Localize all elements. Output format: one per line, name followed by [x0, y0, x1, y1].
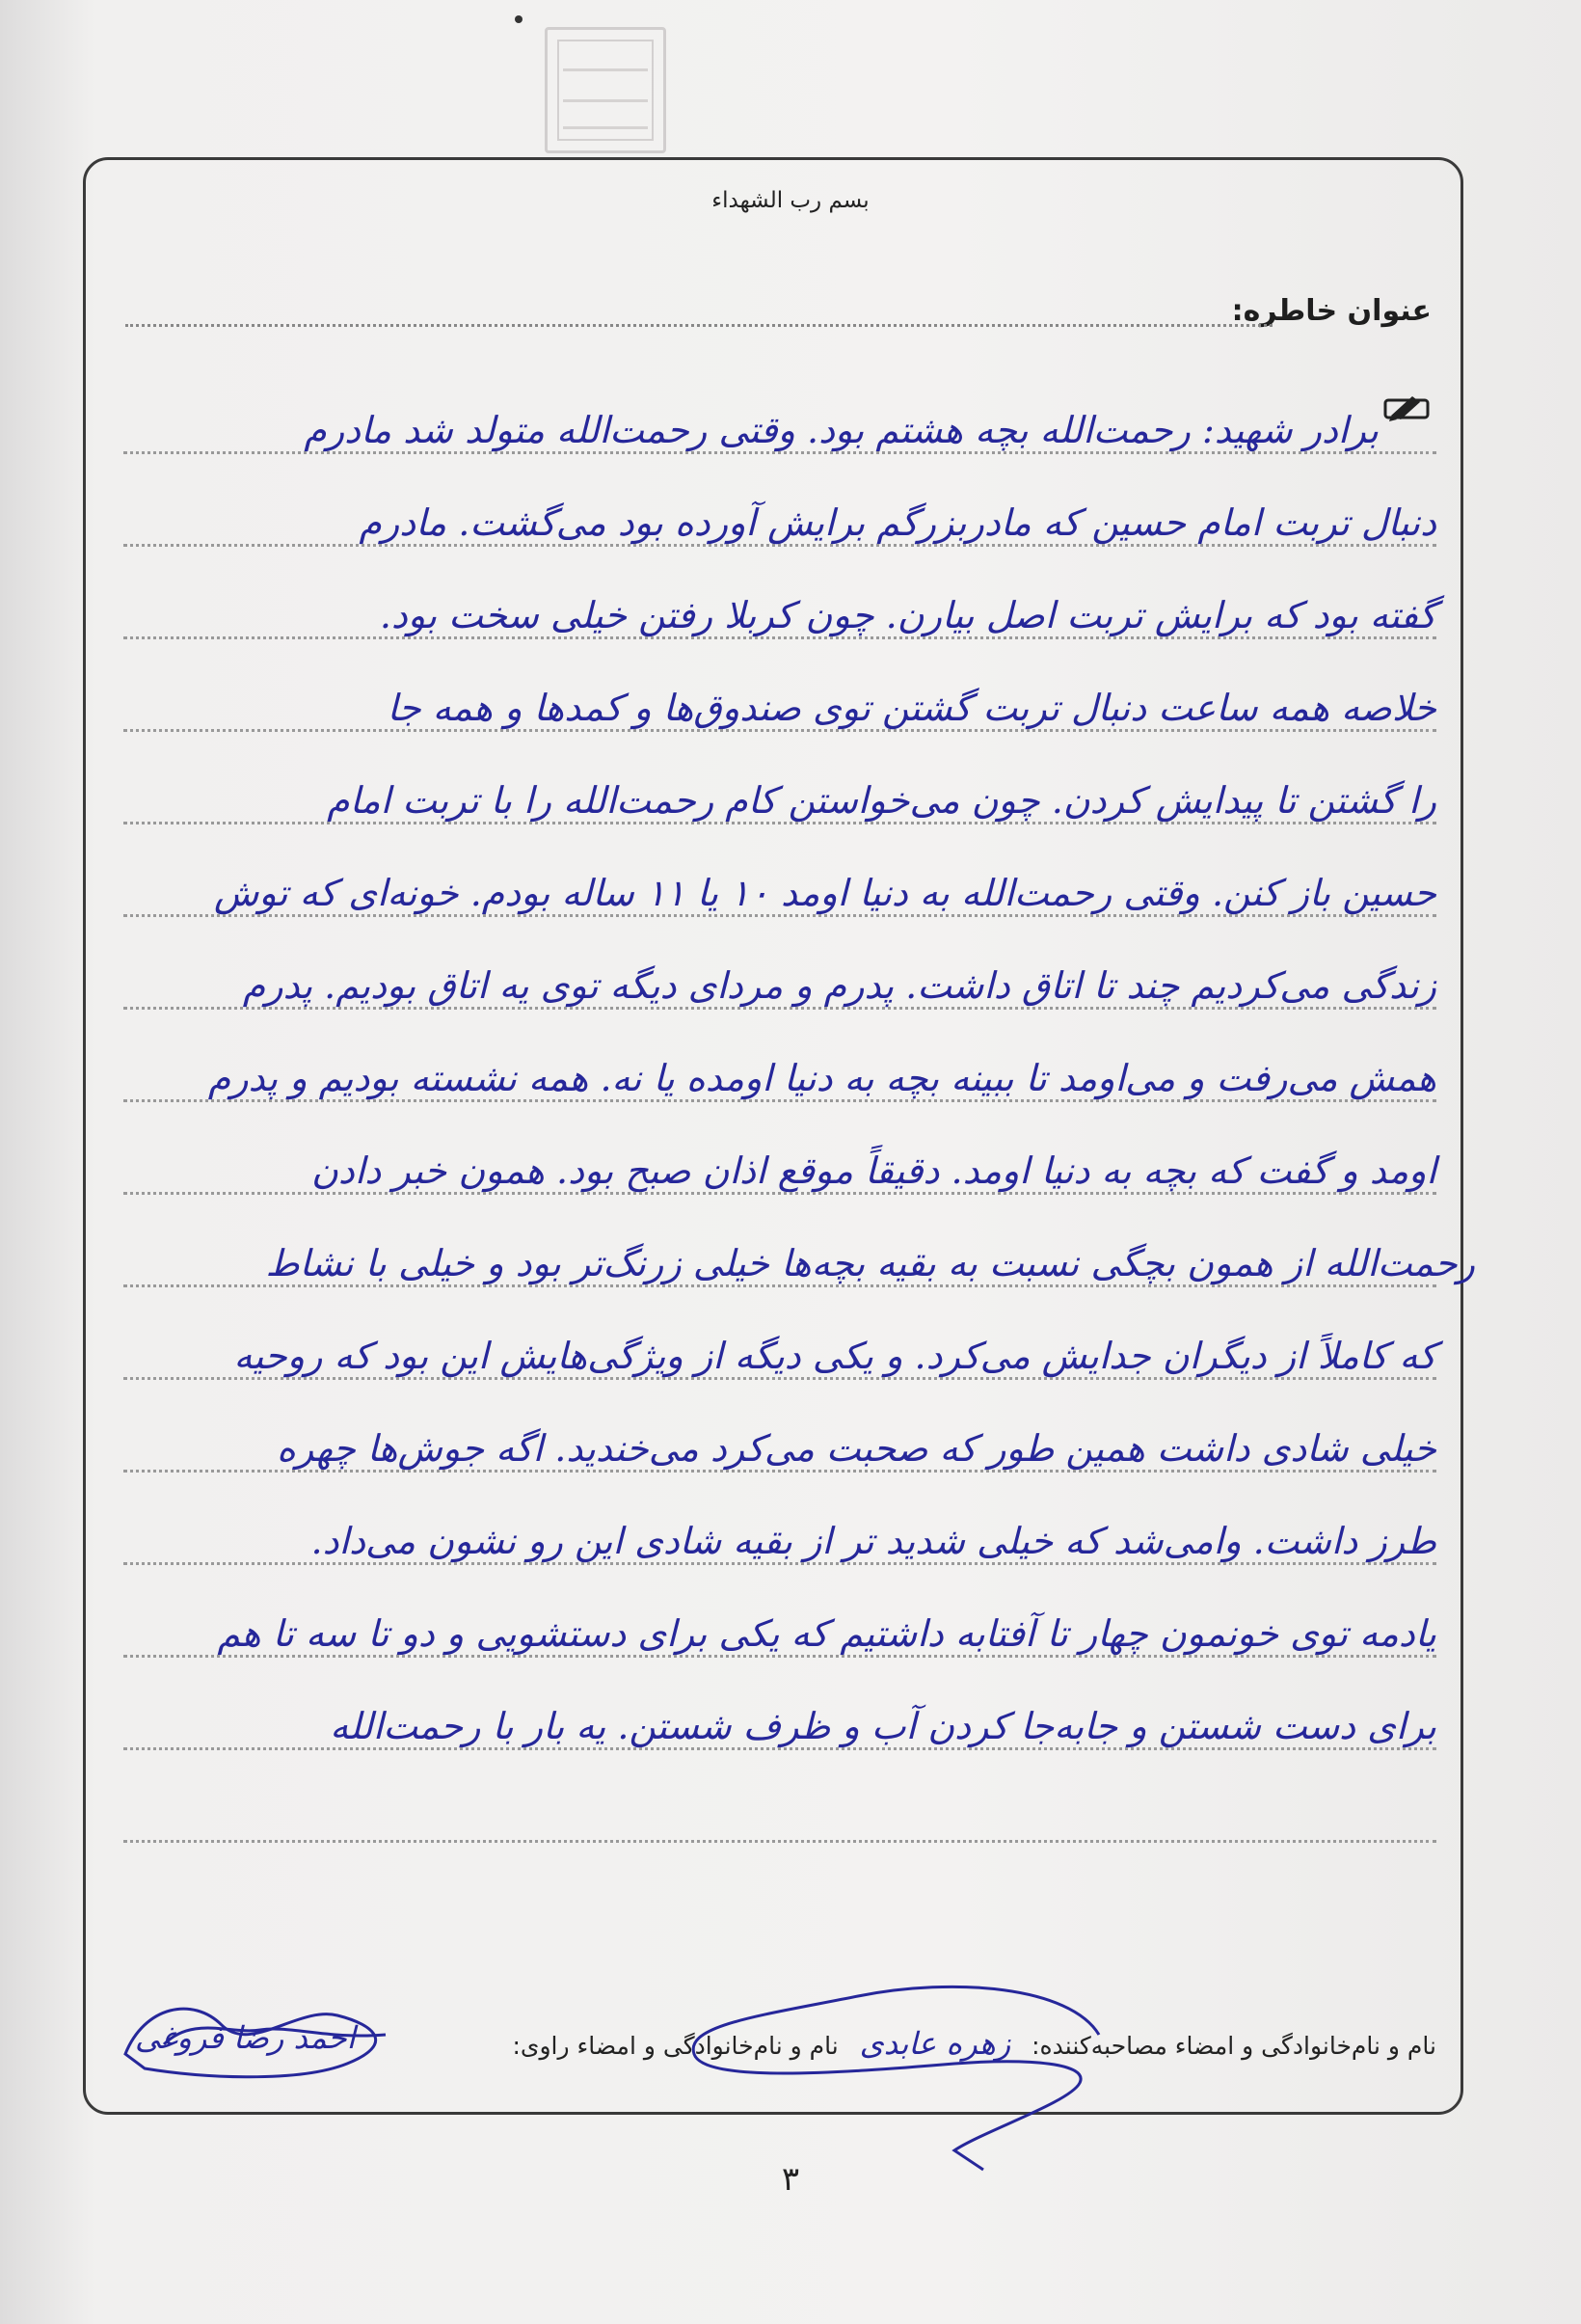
- memory-line: [123, 1658, 1436, 1750]
- memory-line: [123, 639, 1436, 732]
- handwritten-text: یادمه توی خونمون چهار تا آفتابه داشتیم که یکی برای دستشویی و دو تا سه تا هم: [217, 1612, 1436, 1655]
- memory-line: [123, 1380, 1436, 1473]
- handwritten-text: دنبال تربت امام حسین که مادربزرگم برایش آورده بود می‌گشت. مادرم: [359, 501, 1436, 544]
- interviewer-name: زهره عابدی: [859, 2025, 1011, 2062]
- dotted-rule: [123, 1840, 1436, 1843]
- handwritten-text: گفته بود که برایش تربت اصل بیارن. چون کربلا رفتن خیلی سخت بود.: [379, 594, 1436, 636]
- handwritten-text: برای دست شستن و جابه‌جا کردن آب و ظرف شستن. یه بار با رحمت‌الله: [330, 1705, 1436, 1747]
- handwritten-text: رحمت‌الله از همون بچگی نسبت به بقیه بچه‌ها خیلی زرنگ‌تر بود و خیلی با نشاط: [265, 1242, 1475, 1284]
- page-number: ۳: [781, 2160, 800, 2199]
- memory-line: [123, 1102, 1436, 1195]
- handwritten-text: برادر شهید: رحمت‌الله بچه هشتم بود. وقتی رحمت‌الله متولد شد مادرم: [304, 409, 1379, 451]
- handwritten-text: که کاملاً از دیگران جدایش می‌کرد. و یکی دیگه از ویژگی‌هایش این بود که روحیه: [233, 1335, 1436, 1377]
- memory-line: [123, 1565, 1436, 1658]
- page-header-title: بسم رب الشهداء: [711, 188, 870, 213]
- memory-line: [123, 917, 1436, 1010]
- memory-line: [123, 1195, 1475, 1287]
- handwritten-text: طرز داشت. وامی‌شد که خیلی شدید تر از بقیه شادی این رو نشون می‌داد.: [310, 1520, 1436, 1562]
- handwritten-text: خلاصه همه ساعت دنبال تربت گشتن توی صندوق‌ها و کمدها و همه جا: [387, 687, 1436, 729]
- ink-dot: [515, 15, 523, 23]
- handwritten-text: را گشتن تا پیدایش کردن. چون می‌خواستن کام رحمت‌الله را با تربت امام: [327, 779, 1436, 822]
- memory-title-line: [125, 324, 1273, 327]
- handwritten-text: همش می‌رفت و می‌اومد تا ببینه بچه به دنیا اومده یا نه. همه نشسته بودیم و پدرم: [207, 1057, 1436, 1099]
- memory-line: [123, 824, 1436, 917]
- memory-line: [123, 454, 1436, 547]
- memory-line: [123, 1750, 1436, 1843]
- memory-line: [123, 362, 1436, 454]
- interviewer-signature: [665, 1967, 1118, 2189]
- handwritten-text: اومد و گفت که بچه به دنیا اومد. دقیقاً موقع اذان صبح بود. همون خبر دادن: [310, 1149, 1436, 1192]
- memory-line: [123, 1010, 1436, 1102]
- memory-line: [123, 1287, 1436, 1380]
- registration-stamp: [545, 27, 666, 153]
- handwritten-text: زندگی می‌کردیم چند تا اتاق داشت. پدرم و مردای دیگه توی یه اتاق بودیم. پدرم: [242, 964, 1436, 1007]
- handwritten-text: خیلی شادی داشت همین طور که صحبت می‌کرد می‌خندید. اگه جوش‌ها چهره: [276, 1427, 1436, 1470]
- narrator-name: احمد رضا فروغی: [135, 2019, 356, 2056]
- memory-title-label: عنوان خاطره:: [1231, 294, 1432, 328]
- narrator-label: نام و نام‌خانوادگی و امضاء راوی:: [512, 2032, 839, 2060]
- interviewer-label: نام و نام‌خانوادگی و امضاء مصاحبه‌کننده:: [1032, 2032, 1436, 2060]
- handwritten-text: حسین باز کنن. وقتی رحمت‌الله به دنیا اومد ۱۰ یا ۱۱ ساله بودم. خونه‌ای که توش: [214, 872, 1436, 914]
- memory-line: [123, 1473, 1436, 1565]
- memory-line: [123, 547, 1436, 639]
- memory-line: [123, 732, 1436, 824]
